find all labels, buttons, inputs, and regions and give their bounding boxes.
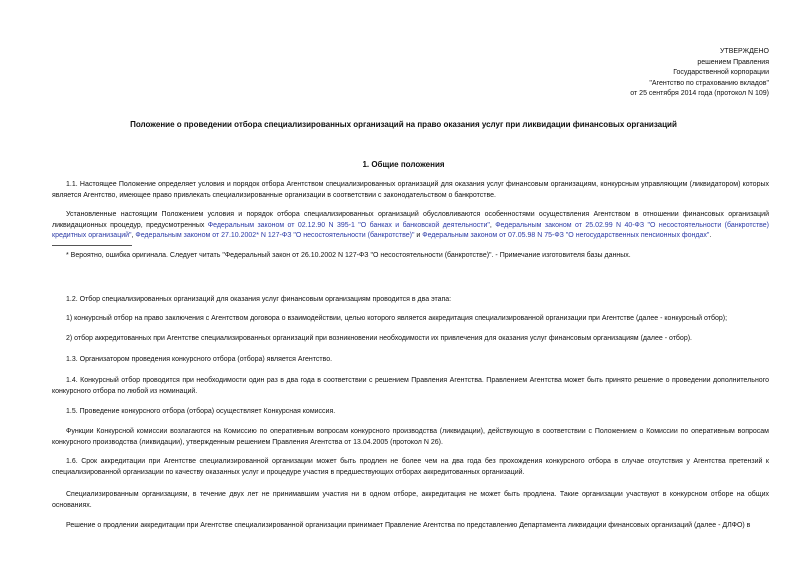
paragraph-1-6: 1.6. Срок аккредитации при Агентстве специализированной организации может быть продлен не более чем на два года без прохождения конкурсного отбора в случае отсутствия у Агентства претензий к специализированной организации по качеству оказанных услуг и процедуре участия в предшествующих отборах аккредитованных организаций.: [52, 458, 769, 476]
paragraph-commission: Функции Конкурсной комиссии возлагаются на Комиссию по оперативным вопросам конкурсного производства (ликвидации), действующую в соответствии с Положением о Комиссии по оперативным вопросам конкурсного производства (ликвидации), утвержденным решением Правления Агентства от 13.04.2005 (протокол N 26).: [52, 428, 769, 446]
paragraph-stage-2: 2) отбор аккредитованных при Агентстве специализированных организаций при возникновении необходимости их привлечения для оказания услуг финансовым организациям (далее - отбор).: [66, 335, 692, 342]
paragraph-1-2: 1.2. Отбор специализированных организаций для оказания услуг финансовым организациям проводится в два этапа:: [66, 296, 452, 303]
section-heading: 1. Общие положения: [362, 160, 445, 169]
law-link-insolvency[interactable]: Федеральным законом от 27.10.2002* N 127-ФЗ "О несостоятельности (банкротстве)": [135, 232, 415, 240]
law-link-banks[interactable]: Федеральным законом от 02.12.90 N 395-1 "О банках и банковской деятельности": [207, 221, 490, 229]
paragraph-laws: [52, 210, 769, 242]
paragraph-laws-text-d: и: [414, 232, 423, 240]
paragraph-1-1: 1.1. Настоящее Положение определяет условия и порядок отбора Агентством специализированных организаций для оказания услуг финансовым организациям, конкурсным управляющим (ликвидатором) которых является Агентство, имеющее право привлекать специализированные организации в соответствии с законодательством о банкротстве.: [52, 181, 769, 199]
paragraph-stage-1: 1) конкурсный отбор на право заключения с Агентством договора о взаимодействии, целью которого является аккредитация специализированной организации при Агентстве (далее - конкурсный отбор);: [66, 315, 728, 322]
paragraph-no-renewal: Специализированным организациям, в течение двух лет не принимавшим участия ни в одном отборе, аккредитация не может быть продлена. Такие организации участвуют в конкурсном отборе на общих основаниях.: [52, 491, 769, 509]
approval-line-1: УТВЕРЖДЕНО: [719, 48, 769, 55]
paragraph-laws-text-e: .: [709, 232, 712, 240]
document-title: Положение о проведении отбора специализированных организаций на право оказания услуг при ликвидации финансовых организаций: [130, 120, 677, 129]
paragraph-1-5: 1.5. Проведение конкурсного отбора (отбора) осуществляет Конкурсная комиссия.: [66, 408, 336, 415]
law-link-pension-funds[interactable]: Федеральным законом от 07.05.98 N 75-ФЗ "О негосударственных пенсионных фондах": [422, 232, 710, 240]
paragraph-1-3: 1.3. Организатором проведения конкурсного отбора (отбора) является Агентство.: [66, 356, 333, 363]
paragraph-1-4: 1.4. Конкурсный отбор проводится при необходимости один раз в два года в соответствии с решением Правления Агентства. Правлением Агентства может быть принято решение о проведении дополнительного конкурсного отбора по любой из номинаций.: [52, 377, 769, 395]
paragraph-laws-text-b: ,: [489, 221, 496, 229]
paragraph-laws-text-a: Установленные настоящим Положением условия и порядок отбора специализированных организаций обусловливаются особенностями осуществления Агентством в отношении финансовых организаций ликвидационных процедур, предусмотренных: [52, 211, 769, 229]
law-link-credit-org-bankruptcy[interactable]: Федеральным законом от 25.02.99 N 40-ФЗ "О несостоятельности (банкротстве) кредитных организаций": [52, 221, 770, 240]
approval-line-3: Государственной корпорации: [673, 69, 769, 77]
footnote: * Вероятно, ошибка оригинала. Следует читать "Федеральный закон от 26.10.2002 N 127-ФЗ "О несостоятельности (банкротстве)". - Примечание изготовителя базы данных.: [66, 252, 631, 259]
approval-line-2: решением Правления: [697, 58, 769, 66]
approval-line-4: "Агентство по страхованию вкладов": [649, 79, 769, 87]
footnote-divider: [52, 245, 132, 246]
paragraph-laws-text-c: ,: [131, 232, 136, 240]
paragraph-renewal-decision: Решение о продлении аккредитации при Агентстве специализированной организации принимает Правление Агентства по представлению Департамента ликвидации финансовых организаций (далее - ДЛФО) в: [66, 522, 751, 529]
approval-block: [630, 47, 769, 100]
approval-line-5: от 25 сентября 2014 года (протокол N 109): [630, 90, 769, 98]
